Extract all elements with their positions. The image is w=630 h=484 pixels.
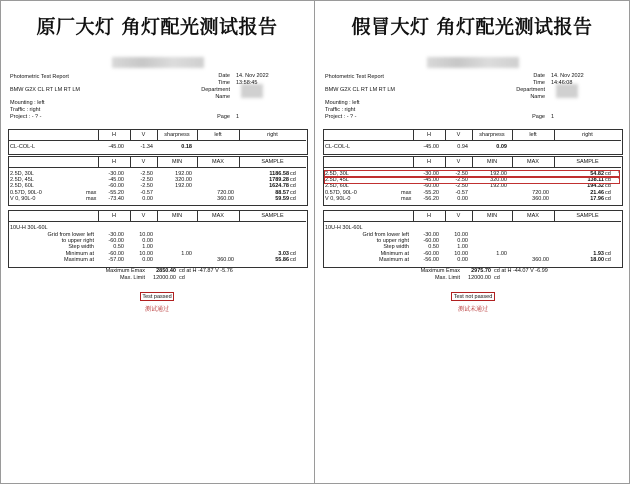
date-label: Date <box>533 73 545 79</box>
v-value: -2.50 <box>455 183 468 190</box>
table-rule <box>8 140 306 141</box>
row-label: V 0, 90L-0 <box>10 195 36 202</box>
max-value: 360.00 <box>532 195 549 202</box>
sample-value: 1624.78 <box>269 183 289 190</box>
h-value: -30.00 <box>423 232 439 238</box>
result-status-chinese: 测试通过 <box>144 306 169 313</box>
column-header: MAX <box>212 159 224 165</box>
h-value: -60.00 <box>423 250 439 257</box>
h-value: -55.20 <box>423 189 439 196</box>
page-label: Page <box>217 114 230 120</box>
v-value: 0.94 <box>457 144 468 150</box>
report-name: Photometric Test Report <box>10 74 69 80</box>
sample-value: 59.59 <box>275 195 289 202</box>
v-value: -2.50 <box>455 171 468 177</box>
h-value: -60.00 <box>423 183 439 190</box>
column-header: sharpness <box>479 132 505 138</box>
row-note: max <box>86 189 97 196</box>
column-header: SAMPLE <box>261 213 284 219</box>
sample-value: 1186.58 <box>269 171 289 177</box>
h-value: -45.00 <box>108 177 124 184</box>
h-value: -45.00 <box>108 144 124 150</box>
redacted-text <box>427 57 519 68</box>
unit-label: cd <box>605 183 611 190</box>
column-header: sharpness <box>164 132 190 138</box>
grid-title: 10U-H 30L-60L <box>10 225 48 231</box>
sample-value: 138.11 <box>587 177 604 184</box>
table-rule <box>323 140 621 141</box>
h-value: -30.00 <box>423 171 439 177</box>
column-header: MIN <box>171 213 183 219</box>
sharpness-value: 0.18 <box>181 144 192 150</box>
h-value: -45.00 <box>423 144 439 150</box>
v-value: 10.00 <box>454 232 468 238</box>
row-label: Maximum at <box>64 256 94 263</box>
fail-flag: * <box>618 171 620 177</box>
column-header: H <box>427 132 431 138</box>
column-header: H <box>427 213 431 219</box>
v-value: 0.00 <box>142 238 153 245</box>
result-status-chinese: 测试未通过 <box>457 306 488 313</box>
row-label: CL-COL-L <box>10 144 36 150</box>
sample-value: 194.32 <box>587 183 604 190</box>
emax-position: cd at H -44.07 V -6.99 <box>494 268 548 274</box>
min-value: 192.00 <box>490 171 507 177</box>
row-label: Step width <box>383 244 409 251</box>
column-header: H <box>112 159 116 165</box>
v-value: 1.00 <box>457 244 468 251</box>
unit-label: cd <box>290 189 296 196</box>
row-label: Minimum at <box>65 250 94 257</box>
date-label: Date <box>218 73 230 79</box>
v-value: 0.00 <box>457 256 468 263</box>
unit-label: cd <box>605 256 611 263</box>
row-label: Grid from lower left <box>47 232 94 238</box>
row-label: CL-COL-L <box>325 144 351 150</box>
h-value: -30.00 <box>108 171 124 177</box>
limit-label: Max. Limit <box>434 275 460 281</box>
row-label: 2.5D, 30L <box>10 171 34 177</box>
sample-value: 1789.28 <box>269 177 289 184</box>
report-title: 原厂大灯 角灯配光测试报告 <box>36 16 278 38</box>
h-value: -30.00 <box>108 232 124 238</box>
v-value: 10.00 <box>454 250 468 257</box>
unit-label: cd <box>605 189 611 196</box>
row-label: 2.5D, 60L <box>325 183 349 190</box>
unit-label: cd <box>290 177 296 184</box>
redacted-text <box>112 57 204 68</box>
column-header: V <box>456 132 461 138</box>
h-value: -60.00 <box>108 250 124 257</box>
row-label: V 0, 90L-0 <box>325 195 351 202</box>
unit-label: cd <box>290 195 296 202</box>
unit-label: cd <box>290 250 296 257</box>
row-label: 2.5D, 30L <box>325 171 349 177</box>
column-header: MIN <box>486 213 498 219</box>
min-value: 192.00 <box>175 171 192 177</box>
row-label: 2.5D, 45L <box>10 177 34 184</box>
row-note: max <box>401 195 412 202</box>
sharpness-value: 0.09 <box>496 144 507 150</box>
sample-value: 1.93 <box>593 250 604 257</box>
row-label: 0.57D, 90L-0 <box>10 189 42 196</box>
v-value: -2.50 <box>140 171 153 177</box>
row-note: max <box>86 195 97 202</box>
unit-label: cd <box>605 250 611 257</box>
min-value: 320.00 <box>175 177 192 184</box>
row-label: to upper right <box>61 238 94 245</box>
sample-value: 55.86 <box>275 256 289 263</box>
name-label: Name <box>530 94 545 100</box>
max-value: 720.00 <box>532 189 549 196</box>
h-value: -73.40 <box>108 195 124 202</box>
min-value: 1.00 <box>181 250 192 257</box>
page-value: 1 <box>551 114 555 120</box>
limit-unit: cd <box>179 275 185 281</box>
report-title: 假冒大灯 角灯配光测试报告 <box>351 16 593 38</box>
h-value: -55.20 <box>108 189 124 196</box>
v-value: 0.00 <box>457 238 468 245</box>
unit-label: cd <box>605 171 611 177</box>
sample-value: 88.57 <box>275 189 289 196</box>
emax-label: Maximum Emax <box>105 268 145 274</box>
row-label: Step width <box>68 244 94 251</box>
result-status: Test not passed <box>453 293 493 300</box>
column-header: left <box>214 132 222 138</box>
row-label: 0.57D, 90L-0 <box>325 189 357 196</box>
traffic-info: Traffic : right <box>325 107 356 113</box>
min-value: 192.00 <box>490 183 507 190</box>
unit-label: cd <box>290 256 296 263</box>
max-value: 360.00 <box>217 256 234 263</box>
row-note: max <box>401 189 412 196</box>
table-rule <box>8 221 306 222</box>
emax-value: 2975.70 <box>471 268 491 274</box>
column-header: H <box>427 159 431 165</box>
row-label: Maximum at <box>379 256 409 263</box>
column-header: MAX <box>527 159 539 165</box>
emax-label: Maximum Emax <box>420 268 460 274</box>
column-header: V <box>456 159 461 165</box>
column-header: right <box>582 132 593 138</box>
row-label: Grid from lower left <box>362 232 409 238</box>
v-value: -2.50 <box>140 177 153 184</box>
v-value: 10.00 <box>139 250 153 257</box>
h-value: 0.50 <box>428 244 439 251</box>
v-value: 10.00 <box>139 232 153 238</box>
page-value: 1 <box>236 114 240 120</box>
sample-value: 18.00 <box>590 256 604 263</box>
h-value: -45.00 <box>423 177 439 184</box>
v-value: 0.00 <box>142 195 153 202</box>
traffic-info: Traffic : right <box>10 107 41 113</box>
project-info: Project : - ? - <box>325 114 357 120</box>
project-info: Project : - ? - <box>10 114 42 120</box>
limit-value: 12000.00 <box>153 275 176 281</box>
fail-flag: * <box>618 177 620 184</box>
name-label: Name <box>215 94 230 100</box>
v-value: -1.34 <box>140 144 153 150</box>
row-label: 2.5D, 60L <box>10 183 34 190</box>
min-value: 320.00 <box>490 177 507 184</box>
limit-value: 12000.00 <box>468 275 491 281</box>
sample-value: 17.96 <box>590 195 604 202</box>
column-header: SAMPLE <box>576 159 599 165</box>
v-value: -0.57 <box>455 189 468 196</box>
column-header: MAX <box>527 213 539 219</box>
report-panel-counterfeit <box>315 0 629 484</box>
unit-label: cd <box>290 171 296 177</box>
column-header: left <box>529 132 537 138</box>
h-value: -60.00 <box>108 238 124 245</box>
column-header: V <box>141 213 146 219</box>
report-panel-original <box>0 0 314 484</box>
v-value: 1.00 <box>142 244 153 251</box>
max-value: 360.00 <box>532 256 549 263</box>
time-label: Time <box>532 80 545 86</box>
row-label: to upper right <box>376 238 409 245</box>
date-value: 14. Nov 2022 <box>236 73 269 79</box>
max-value: 360.00 <box>217 195 234 202</box>
unit-label: cd <box>290 183 296 190</box>
column-header: SAMPLE <box>576 213 599 219</box>
row-label: 2.5D, 45L <box>325 177 349 184</box>
v-value: -2.50 <box>455 177 468 184</box>
sample-value: 21.46 <box>590 189 604 196</box>
unit-label: cd <box>605 177 611 184</box>
date-value: 14. Nov 2022 <box>551 73 584 79</box>
min-value: 192.00 <box>175 183 192 190</box>
column-header: H <box>112 132 116 138</box>
time-label: Time <box>217 80 230 86</box>
grid-title: 10U-H 30L-60L <box>325 225 363 231</box>
row-label: Minimum at <box>380 250 409 257</box>
v-value: -0.57 <box>140 189 153 196</box>
column-header: MIN <box>486 159 498 165</box>
report-name: Photometric Test Report <box>325 74 384 80</box>
table-rule <box>323 167 621 168</box>
column-header: right <box>267 132 278 138</box>
department-label: Department <box>516 87 545 93</box>
mounting-info: Mounting : left <box>325 100 360 106</box>
h-value: -56.00 <box>423 256 439 263</box>
h-value: -60.00 <box>423 238 439 245</box>
vehicle-model: BMW G2X CL RT LM RT LM <box>325 87 395 93</box>
min-value: 1.00 <box>496 250 507 257</box>
max-value: 720.00 <box>217 189 234 196</box>
vehicle-model: BMW G2X CL RT LM RT LM <box>10 87 80 93</box>
fail-highlight-row <box>324 177 620 184</box>
sample-value: 54.82 <box>590 171 604 177</box>
result-status: Test passed <box>142 293 172 300</box>
column-header: SAMPLE <box>261 159 284 165</box>
table-rule <box>323 221 621 222</box>
time-value: 14:46:08 <box>551 80 573 86</box>
limit-label: Max. Limit <box>119 275 145 281</box>
emax-position: cd at H -47.87 V -5.76 <box>179 268 233 274</box>
sample-value: 3.03 <box>278 250 289 257</box>
time-value: 13:58:45 <box>236 80 258 86</box>
v-value: -2.50 <box>140 183 153 190</box>
unit-label: cd <box>605 195 611 202</box>
department-label: Department <box>201 87 230 93</box>
column-header: H <box>112 213 116 219</box>
h-value: -60.00 <box>108 183 124 190</box>
column-header: V <box>456 213 461 219</box>
redacted-name <box>241 84 263 98</box>
mounting-info: Mounting : left <box>10 100 45 106</box>
column-header: MIN <box>171 159 183 165</box>
column-header: V <box>141 159 146 165</box>
column-header: MAX <box>212 213 224 219</box>
h-value: -57.00 <box>108 256 124 263</box>
column-header: V <box>141 132 146 138</box>
v-value: 0.00 <box>457 195 468 202</box>
v-value: 0.00 <box>142 256 153 263</box>
h-value: -56.20 <box>423 195 439 202</box>
h-value: 0.50 <box>113 244 124 251</box>
table-rule <box>8 167 306 168</box>
emax-value: 2850.40 <box>156 268 176 274</box>
page-label: Page <box>532 114 545 120</box>
limit-unit: cd <box>494 275 500 281</box>
redacted-name <box>556 84 578 98</box>
